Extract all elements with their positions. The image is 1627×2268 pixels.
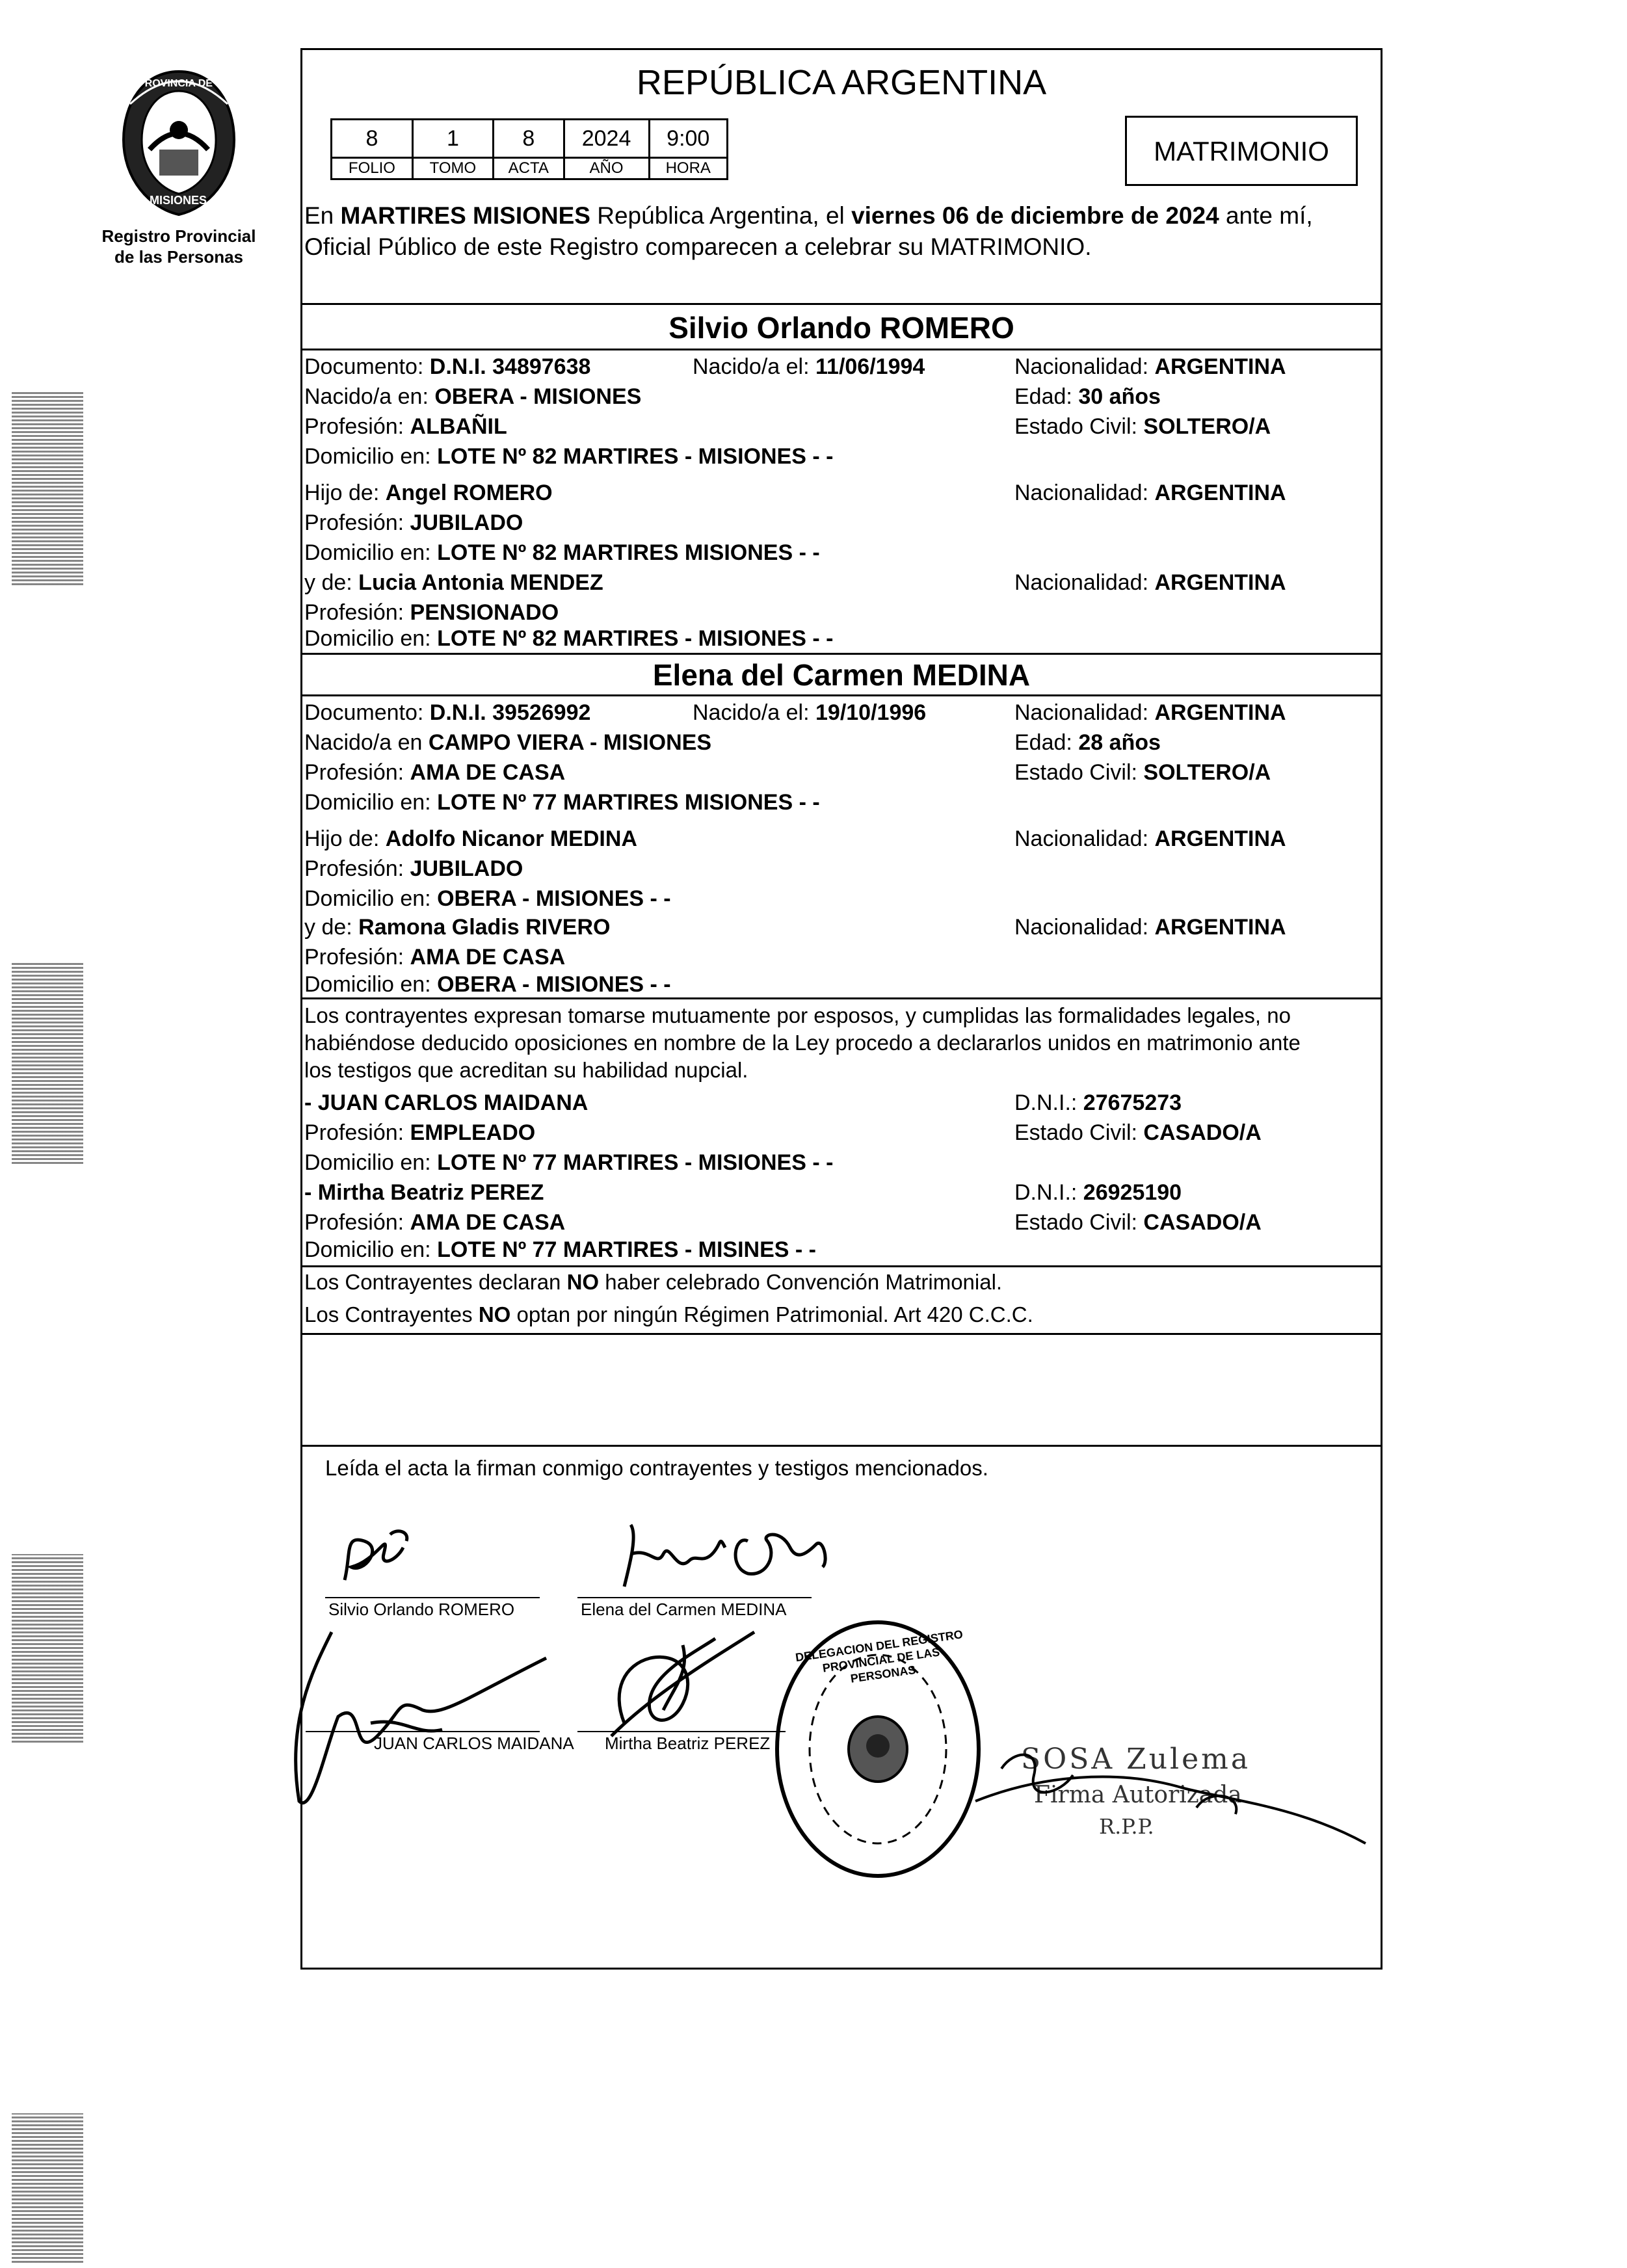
label: Profesión: xyxy=(304,1120,404,1145)
value: Adolfo Nicanor MEDINA xyxy=(385,826,637,851)
witness1-profesion xyxy=(304,1118,535,1147)
value: LOTE Nº 82 MARTIRES MISIONES - - xyxy=(437,540,820,565)
label: Profesión: xyxy=(304,856,404,881)
intro-place: MARTIRES MISIONES xyxy=(340,202,590,229)
groom-mother-dom xyxy=(304,624,833,653)
intro-end: ante mí, xyxy=(1219,202,1313,229)
bride-mother xyxy=(304,913,611,942)
value: D.N.I. 39526992 xyxy=(429,700,591,725)
value: D.N.I. 34897638 xyxy=(429,354,591,379)
seal-ring-text: DELEGACION DEL REGISTRO PROVINCIAL DE LAS PERSONAS xyxy=(794,1628,964,1685)
official-signature xyxy=(962,1730,1379,1860)
bride-mother-dom xyxy=(304,970,671,999)
groom-nacido-el xyxy=(693,352,925,381)
witness2-signature-line xyxy=(577,1731,786,1732)
text: Los Contrayentes declaran xyxy=(304,1270,567,1294)
label: Domicilio en: xyxy=(304,972,431,997)
bride-name: Elena del Carmen MEDINA xyxy=(652,658,1031,692)
groom-name: Silvio Orlando ROMERO xyxy=(668,311,1014,345)
scan-artifact-4 xyxy=(12,2113,83,2263)
value: ALBAÑIL xyxy=(410,414,507,439)
value: PENSIONADO xyxy=(410,600,559,625)
label: Nacionalidad: xyxy=(1014,826,1149,851)
divider-header xyxy=(300,303,1382,305)
value: 26925190 xyxy=(1083,1180,1182,1205)
folio-table xyxy=(330,118,728,180)
intro-mid: República Argentina, el xyxy=(590,202,852,229)
witness2-signature-caption: Mirtha Beatriz PEREZ xyxy=(605,1734,771,1753)
intro-date: viernes 06 de diciembre de 2024 xyxy=(851,202,1219,229)
groom-estado xyxy=(1014,412,1271,441)
groom-father-dom xyxy=(304,538,820,567)
divider-bride-name xyxy=(300,694,1382,696)
emphasis: NO xyxy=(478,1302,511,1326)
groom-father xyxy=(304,479,553,507)
divider-witnesses xyxy=(300,1265,1382,1267)
label: Domicilio en: xyxy=(304,886,431,911)
label: Nacido/a el: xyxy=(693,700,810,725)
value: 28 años xyxy=(1078,730,1161,755)
label: Nacido/a en: xyxy=(304,384,429,409)
value: 27675273 xyxy=(1083,1090,1182,1115)
label: Documento: xyxy=(304,700,424,725)
witness1-signature xyxy=(273,1619,559,1821)
witness2-profesion xyxy=(304,1208,565,1237)
label: y de: xyxy=(304,915,352,940)
label: Domicilio en: xyxy=(304,1150,431,1175)
divider-bride xyxy=(300,997,1382,999)
value: ARGENTINA xyxy=(1154,354,1286,379)
witness2-name: - Mirtha Beatriz PEREZ xyxy=(304,1180,544,1205)
value: AMA DE CASA xyxy=(410,760,566,785)
regime-line-1 xyxy=(304,1268,1002,1297)
value: LOTE Nº 82 MARTIRES - MISIONES - - xyxy=(437,444,834,469)
registry-name-line2: de las Personas xyxy=(114,247,243,267)
label: Documento: xyxy=(304,354,424,379)
act-type: MATRIMONIO xyxy=(1154,136,1329,166)
witness2-estado xyxy=(1014,1208,1262,1237)
tomo-label: TOMO xyxy=(412,158,493,179)
bride-father xyxy=(304,824,637,853)
value: 19/10/1996 xyxy=(815,700,927,725)
value: OBERA - MISIONES xyxy=(434,384,642,409)
value: AMA DE CASA xyxy=(410,1210,566,1235)
scan-artifact-2 xyxy=(12,962,83,1164)
label: Edad: xyxy=(1014,730,1072,755)
value: JUBILADO xyxy=(410,856,523,881)
bride-signature-line xyxy=(577,1597,812,1598)
label: Domicilio en: xyxy=(304,790,431,815)
page-title: REPÚBLICA ARGENTINA xyxy=(636,63,1047,102)
bride-signature-caption: Elena del Carmen MEDINA xyxy=(581,1600,787,1619)
intro-line-2: Oficial Público de este Registro comparecen a celebrar su MATRIMONIO. xyxy=(304,233,1092,260)
value: OBERA - MISIONES - - xyxy=(437,972,671,997)
label: Edad: xyxy=(1014,384,1072,409)
label: Profesión: xyxy=(304,414,404,439)
witness1-name: - JUAN CARLOS MAIDANA xyxy=(304,1090,589,1115)
groom-edad xyxy=(1014,382,1161,411)
label: Nacionalidad: xyxy=(1014,354,1149,379)
bride-domicilio xyxy=(304,788,820,817)
value: LOTE Nº 77 MARTIRES - MISINES - - xyxy=(437,1237,816,1262)
groom-documento xyxy=(304,352,590,381)
bride-father-nac xyxy=(1014,824,1286,853)
seal-text-bottom: MISIONES xyxy=(150,194,207,207)
groom-signature-line xyxy=(325,1597,540,1598)
value: CAMPO VIERA - MISIONES xyxy=(428,730,712,755)
label: Domicilio en: xyxy=(304,1237,431,1262)
groom-mother-prof xyxy=(304,598,559,627)
scan-artifact-1 xyxy=(12,390,83,585)
bride-profesion xyxy=(304,758,565,787)
value: 30 años xyxy=(1078,384,1161,409)
official-stamp-title: Firma Autorizada xyxy=(1034,1782,1242,1808)
intro-line-1 xyxy=(304,202,1313,230)
witness1-dni xyxy=(1014,1088,1182,1117)
value: ARGENTINA xyxy=(1154,826,1286,851)
bride-father-dom xyxy=(304,884,671,913)
groom-father-prof xyxy=(304,508,523,537)
label: Estado Civil: xyxy=(1014,1120,1137,1145)
groom-nacido-en xyxy=(304,382,641,411)
groom-nacionalidad xyxy=(1014,352,1286,381)
label: Nacionalidad: xyxy=(1014,481,1149,505)
value: OBERA - MISIONES - - xyxy=(437,886,671,911)
value: ARGENTINA xyxy=(1154,700,1286,725)
groom-mother-nac xyxy=(1014,568,1286,597)
regime-line-2 xyxy=(304,1300,1033,1329)
witness1-signature-line xyxy=(306,1731,540,1732)
anio-label: AÑO xyxy=(564,158,649,179)
witness1-signature-caption: JUAN CARLOS MAIDANA xyxy=(374,1734,574,1753)
anio-value: 2024 xyxy=(564,120,649,158)
read-statement: Leída el acta la firman conmigo contrayentes y testigos mencionados. xyxy=(325,1456,988,1480)
value: Lucia Antonia MENDEZ xyxy=(358,570,603,595)
groom-profesion xyxy=(304,412,507,441)
label: Nacido/a en xyxy=(304,730,423,755)
groom-father-nac xyxy=(1014,479,1286,507)
folio-label: FOLIO xyxy=(332,158,413,179)
bride-documento xyxy=(304,698,590,727)
value: SOLTERO/A xyxy=(1143,414,1271,439)
bride-mother-nac xyxy=(1014,913,1286,942)
value: Ramona Gladis RIVERO xyxy=(358,915,611,940)
divider-groom-name xyxy=(300,349,1382,350)
value: ARGENTINA xyxy=(1154,915,1286,940)
value: EMPLEADO xyxy=(410,1120,536,1145)
label: Hijo de: xyxy=(304,481,380,505)
value: AMA DE CASA xyxy=(410,945,566,969)
value: LOTE Nº 77 MARTIRES - MISIONES - - xyxy=(437,1150,834,1175)
label: Nacionalidad: xyxy=(1014,700,1149,725)
groom-mother xyxy=(304,568,603,597)
seal-text-top: PROVINCIA DE xyxy=(138,78,213,89)
witness2-domicilio xyxy=(304,1235,816,1264)
witness2-dni xyxy=(1014,1178,1182,1207)
label: y de: xyxy=(304,570,352,595)
label: Profesión: xyxy=(304,760,404,785)
intro-en: En xyxy=(304,202,341,229)
divider-notes xyxy=(300,1445,1382,1447)
label: Profesión: xyxy=(304,510,404,535)
value: CASADO/A xyxy=(1143,1120,1262,1145)
declaration-line-3: los testigos que acreditan su habilidad nupcial. xyxy=(304,1058,748,1082)
official-stamp-rpp: R.P.P. xyxy=(1099,1814,1154,1839)
label: Hijo de: xyxy=(304,826,380,851)
label: Domicilio en: xyxy=(304,444,431,469)
divider-groom xyxy=(300,653,1382,655)
label: Profesión: xyxy=(304,600,404,625)
label: Nacionalidad: xyxy=(1014,915,1149,940)
witness1-estado xyxy=(1014,1118,1262,1147)
witness2-signature xyxy=(585,1626,780,1743)
label: Profesión: xyxy=(304,945,404,969)
bride-estado xyxy=(1014,758,1271,787)
value: CASADO/A xyxy=(1143,1210,1262,1235)
registry-name-line1: Registro Provincial xyxy=(101,226,256,246)
value: ARGENTINA xyxy=(1154,481,1286,505)
label: Profesión: xyxy=(304,1210,404,1235)
value: LOTE Nº 77 MARTIRES MISIONES - - xyxy=(437,790,820,815)
label: Estado Civil: xyxy=(1014,414,1137,439)
label: D.N.I.: xyxy=(1014,1180,1078,1205)
emphasis: NO xyxy=(566,1270,600,1294)
label: Domicilio en: xyxy=(304,626,431,651)
acta-label: ACTA xyxy=(494,158,564,179)
acta-value: 8 xyxy=(494,120,564,158)
scan-artifact-3 xyxy=(12,1554,83,1743)
label: Estado Civil: xyxy=(1014,1210,1137,1235)
bride-father-prof xyxy=(304,854,523,883)
value: Angel ROMERO xyxy=(385,481,553,505)
tomo-value: 1 xyxy=(412,120,493,158)
bride-signature xyxy=(598,1515,858,1600)
value: ARGENTINA xyxy=(1154,570,1286,595)
text: optan por ningún Régimen Patrimonial. Art 420 C.C.C. xyxy=(510,1302,1033,1326)
declaration-line-2: habiéndose deducido oposiciones en nombre de la Ley procedo a declararlos unidos en matrimonio ante xyxy=(304,1031,1301,1055)
witness1-domicilio xyxy=(304,1148,833,1177)
declaration-line-1: Los contrayentes expresan tomarse mutuamente por esposos, y cumplidas las formalidades legales, no xyxy=(304,1003,1291,1027)
value: LOTE Nº 82 MARTIRES - MISIONES - - xyxy=(437,626,834,651)
label: Nacionalidad: xyxy=(1014,570,1149,595)
label: Estado Civil: xyxy=(1014,760,1137,785)
groom-signature-caption: Silvio Orlando ROMERO xyxy=(328,1600,515,1619)
groom-signature xyxy=(325,1522,429,1593)
text: haber celebrado Convención Matrimonial. xyxy=(599,1270,1003,1294)
value: 11/06/1994 xyxy=(815,354,925,379)
bride-nacido-el xyxy=(693,698,926,727)
label: D.N.I.: xyxy=(1014,1090,1078,1115)
text: Los Contrayentes xyxy=(304,1302,479,1326)
label: Nacido/a el: xyxy=(693,354,810,379)
hora-label: HORA xyxy=(649,158,727,179)
bride-edad xyxy=(1014,728,1161,757)
divider-regime xyxy=(300,1333,1382,1335)
label: Domicilio en: xyxy=(304,540,431,565)
official-stamp-name: SOSA Zulema xyxy=(1021,1743,1251,1776)
bride-mother-prof xyxy=(304,943,565,971)
hora-value: 9:00 xyxy=(649,120,727,158)
bride-nacionalidad xyxy=(1014,698,1286,727)
groom-domicilio xyxy=(304,442,833,471)
folio-value: 8 xyxy=(332,120,413,158)
bride-nacido-en xyxy=(304,728,711,757)
value: JUBILADO xyxy=(410,510,523,535)
value: SOLTERO/A xyxy=(1143,760,1271,785)
